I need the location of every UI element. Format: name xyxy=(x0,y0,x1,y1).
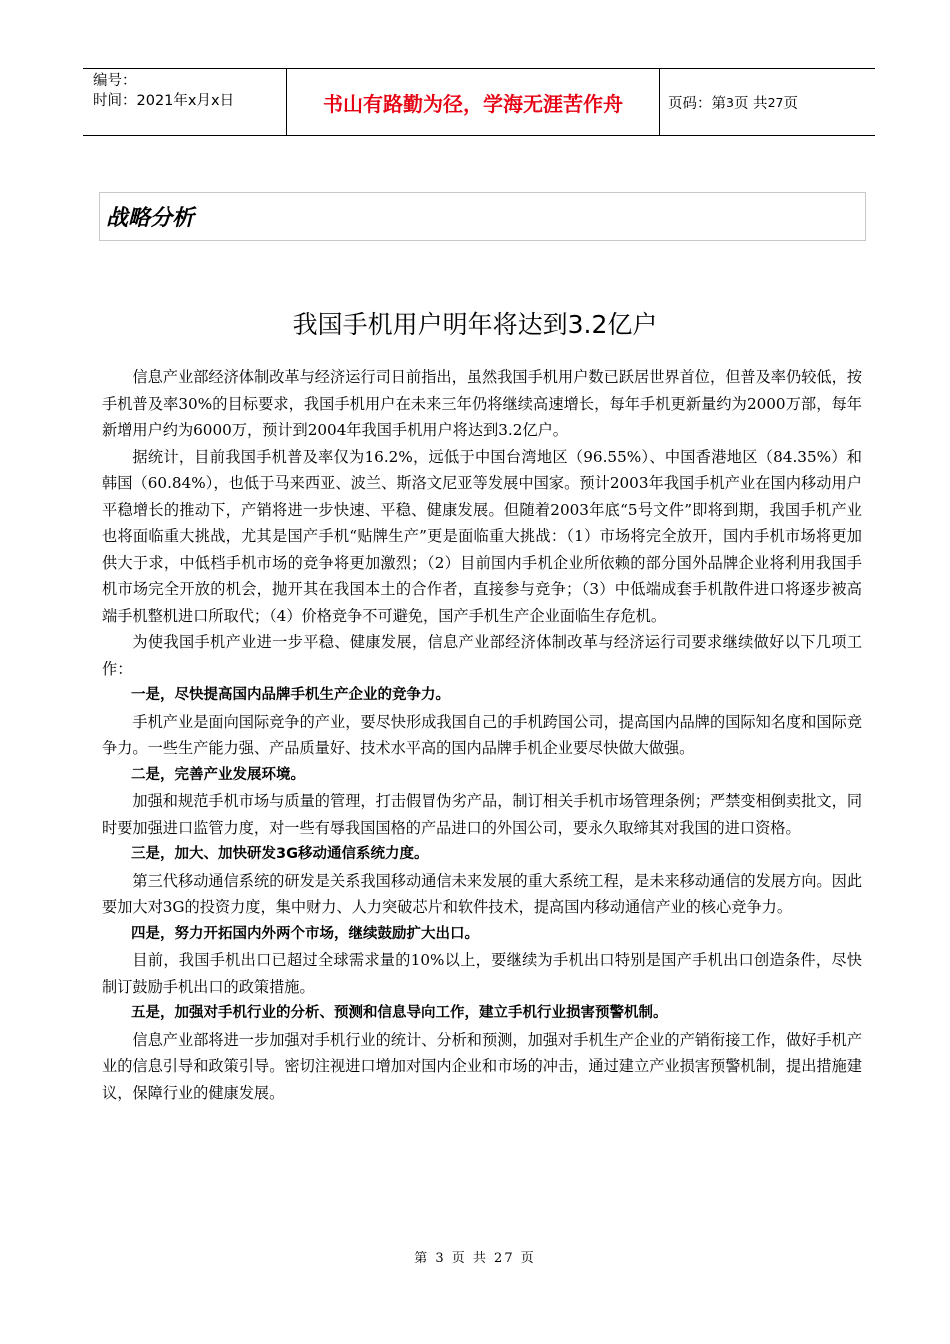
section-title: 战略分析 xyxy=(106,206,195,231)
motto-text: 书山有路勤为径，学海无涯苦作舟 xyxy=(323,91,623,116)
serial-label: 编号： xyxy=(93,73,137,89)
article-title: 我国手机用户明年将达到3.2亿户 xyxy=(292,310,658,339)
header-page-number xyxy=(660,69,875,135)
page-current: 3 xyxy=(726,94,734,110)
header-meta xyxy=(83,69,286,135)
page-prefix: 页码：第 xyxy=(668,95,726,112)
paragraph: 加强和规范手机市场与质量的管理，打击假冒伪劣产品，制订相关手机市场管理条例；严禁变相倒卖批文，同时要加强进口监管力度，对一些有辱我国国格的产品进口的外国公司，要永久取缔其对我国的进口资格。 xyxy=(102,792,862,837)
point-heading-5: 五是，加强对手机行业的分析、预测和信息导向工作，建立手机行业损害预警机制。 xyxy=(131,1005,668,1021)
paragraph: 第三代移动通信系统的研发是关系我国移动通信未来发展的重大系统工程，是未来移动通信的发展方向。因此要加大对3G的投资力度，集中财力、人力突破芯片和软件技术，提高国内移动通信产业的核心竞争力。 xyxy=(102,871,862,916)
header-motto-cell xyxy=(286,69,660,135)
article-body xyxy=(102,364,862,1106)
page-header xyxy=(83,68,875,136)
paragraph: 据统计，目前我国手机普及率仅为16.2%，远低于中国台湾地区（96.55%）、中国香港地区（84.35%）和韩国（60.84%），也低于马来西亚、波兰、斯洛文尼亚等发展中国家。预计2003年我国手机产业在国内移动用户平稳增长的推动下，产销将进一步快速、平稳、健康发展。但随着2003年底“5号文件”即将到期，我国手机产业也将面临重大挑战，尤其是国产手机“贴牌生产”更是面临重大挑战：（1）市场将完全放开，国内手机市场将更加供大于求，中低档手机市场的竞争将更加激烈；（2）目前国内手机企业所依赖的部分国外品牌企业将利用我国手机市场完全开放的机会，抛开其在我国本土的合作者，直接参与竞争；（3）中低端成套手机散件进口将逐步被高端手机整机进口所取代；（4）价格竞争不可避免，国产手机生产企业面临生存危机。 xyxy=(102,447,862,625)
point-heading-1: 一是，尽快提高国内品牌手机生产企业的竞争力。 xyxy=(131,687,450,703)
paragraph: 信息产业部将进一步加强对手机行业的统计、分析和预测，加强对手机生产企业的产销衔接工作，做好手机产业的信息引导和政策引导。密切注视进口增加对国内企业和市场的冲击，通过建立产业损害预警机制，提出措施建议，保障行业的健康发展。 xyxy=(102,1030,862,1102)
paragraph: 目前，我国手机出口已超过全球需求量的10%以上，要继续为手机出口特别是国产手机出口创造条件，尽快制订鼓励手机出口的政策措施。 xyxy=(102,951,862,996)
point-heading-3: 三是，加大、加快研发3G移动通信系统力度。 xyxy=(131,846,429,862)
paragraph: 为使我国手机产业进一步平稳、健康发展，信息产业部经济体制改革与经济运行司要求继续做好以下几项工作： xyxy=(102,633,862,678)
date-line: 时间：2021年x月x日 xyxy=(93,93,235,109)
page-middle: 页 共 xyxy=(733,95,768,112)
section-heading-box xyxy=(99,192,866,241)
point-heading-4: 四是，努力开拓国内外两个市场，继续鼓励扩大出口。 xyxy=(131,925,479,942)
point-heading-2: 二是，完善产业发展环境。 xyxy=(131,766,305,783)
paragraph: 手机产业是面向国际竞争的产业，要尽快形成我国自己的手机跨国公司，提高国内品牌的国际知名度和国际竞争力。一些生产能力强、产品质量好、技术水平高的国内品牌手机企业要尽快做大做强。 xyxy=(102,712,862,757)
page-footer: 第 3 页 共 27 页 xyxy=(414,1251,536,1266)
paragraph: 信息产业部经济体制改革与经济运行司日前指出，虽然我国手机用户数已跃居世界首位，但普及率仍较低，按手机普及率30%的目标要求，我国手机用户在未来三年仍将继续高速增长，每年手机更新量约为2000万部，每年新增用户约为6000万，预计到2004年我国手机用户将达到3.2亿户。 xyxy=(102,368,862,439)
page-suffix: 页 xyxy=(783,95,798,112)
page-total: 27 xyxy=(767,94,784,110)
